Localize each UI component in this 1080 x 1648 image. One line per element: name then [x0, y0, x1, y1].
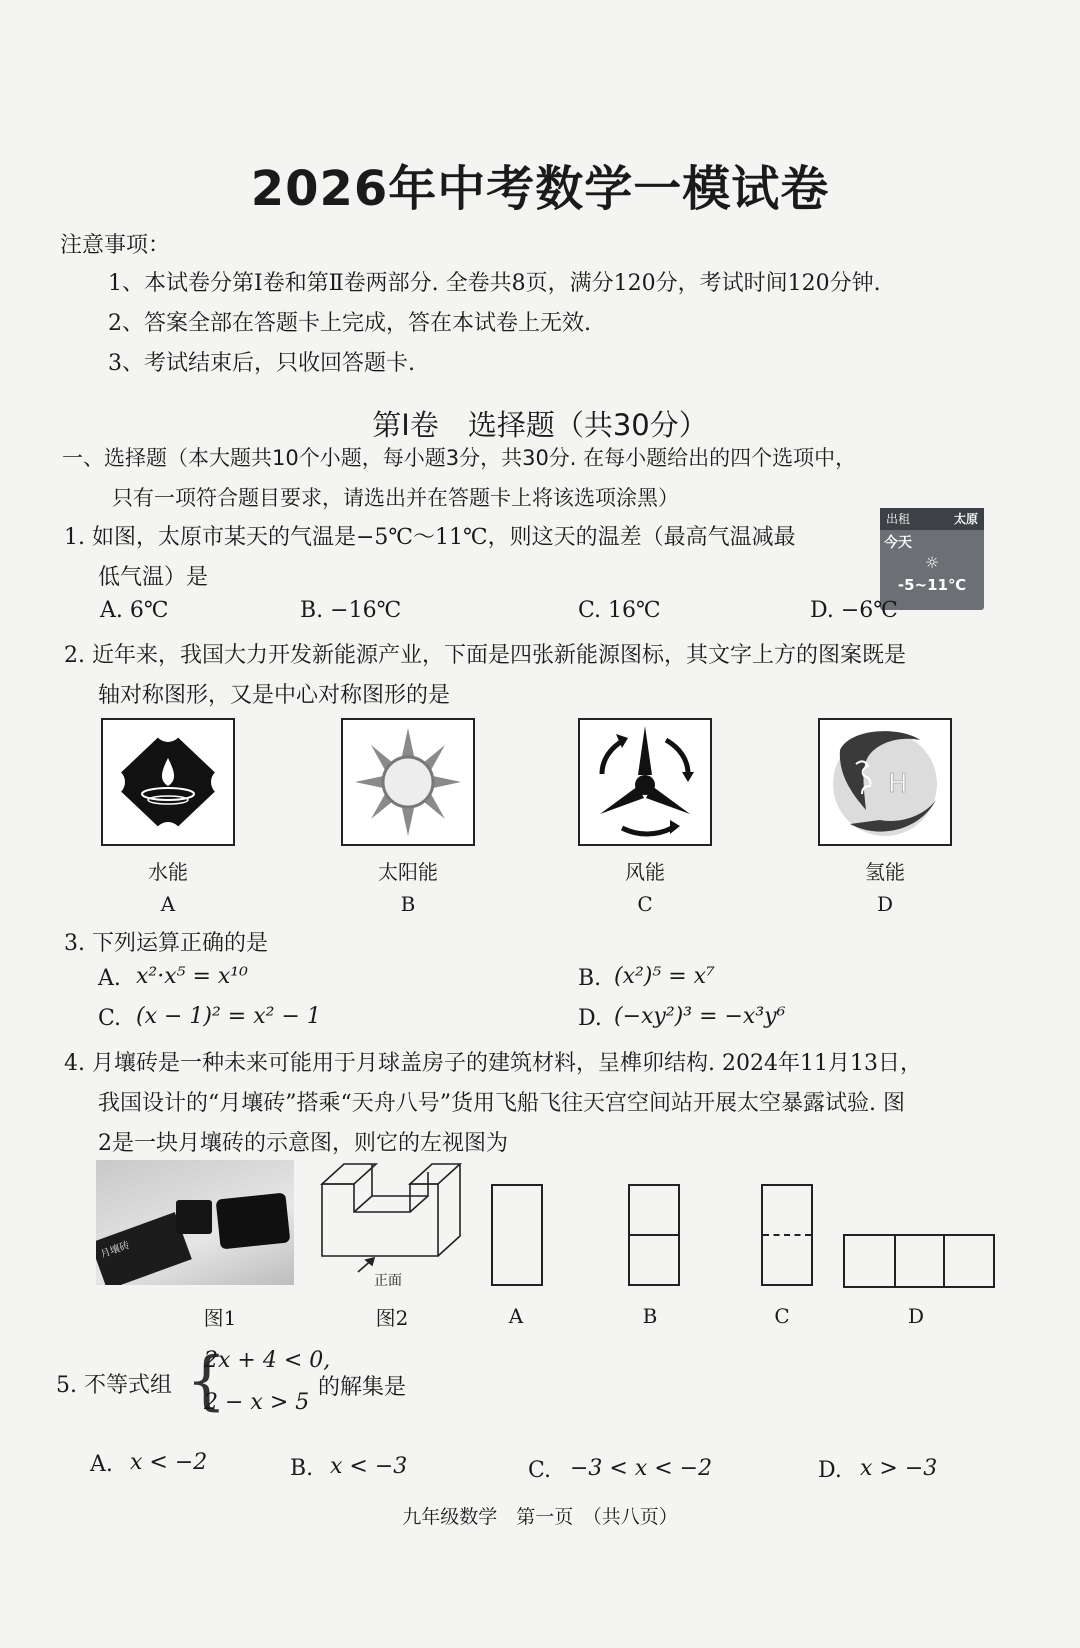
- q4-line1: 4. 月壤砖是一种未来可能用于月球盖房子的建筑材料，呈榫卯结构. 2024年11月13日，: [64, 1051, 922, 1076]
- notice-heading: 注意事项：: [60, 233, 171, 258]
- view-label-d: D: [907, 1304, 925, 1328]
- view-option-c: [761, 1184, 813, 1286]
- q5-expr-d: x > −3: [860, 1456, 938, 1481]
- wind-energy-icon: [578, 718, 712, 846]
- view-option-d: [843, 1234, 995, 1288]
- notice-item-1: 1、本试卷分第Ⅰ卷和第Ⅱ卷两部分. 全卷共8页，满分120分，考试时间120分钟.: [108, 271, 881, 296]
- q2-icon-name-c: 风能: [625, 860, 665, 884]
- q3-expr-c: (x − 1)² = x² − 1: [136, 1004, 321, 1029]
- weather-card: [880, 508, 984, 610]
- q2-icon-letter-c: C: [637, 892, 653, 916]
- weather-range: -5~11℃: [897, 576, 967, 594]
- brick-card: 月壤砖: [96, 1212, 192, 1285]
- notice-item-3: 3、考试结束后，只收回答题卡.: [108, 351, 415, 376]
- q5-expr-b: x < −3: [330, 1454, 408, 1479]
- q3-letter-a: A.: [98, 966, 121, 991]
- q3-letter-c: C.: [98, 1006, 122, 1031]
- view-label-c: C: [774, 1304, 790, 1328]
- q2-icon-name-d: 氢能: [865, 860, 905, 884]
- q2-icon-letter-b: B: [400, 892, 416, 916]
- q2-icon-name-a: 水能: [148, 860, 188, 884]
- q1-option-b: B. −16℃: [300, 598, 402, 623]
- q5-letter-a: A.: [90, 1452, 113, 1477]
- q4-line3: 2是一块月壤砖的示意图，则它的左视图为: [98, 1131, 508, 1156]
- notice-item-2: 2、答案全部在答题卡上完成，答在本试卷上无效.: [108, 311, 591, 336]
- small-brick: [176, 1200, 212, 1234]
- q4-line2: 我国设计的“月壤砖”搭乘“天舟八号”货用飞船飞往天宫空间站开展太空暴露试验. 图: [98, 1091, 905, 1116]
- page-title: 2026年中考数学一模试卷: [250, 161, 830, 217]
- view-label-b: B: [642, 1304, 658, 1328]
- view-option-b: [628, 1184, 680, 1286]
- fig2-label: 图2: [375, 1306, 409, 1330]
- q2-line1: 2. 近年来，我国大力开发新能源产业，下面是四张新能源图标，其文字上方的图案既是: [64, 643, 906, 668]
- moon-brick-photo: [96, 1160, 294, 1285]
- q5-eq2: 2 − x > 5: [204, 1390, 310, 1415]
- weather-app-label: 出租: [886, 512, 911, 526]
- fig1-label: 图1: [203, 1306, 237, 1330]
- q1-option-c: C. 16℃: [578, 598, 661, 623]
- view-option-a: [491, 1184, 543, 1286]
- q2-icon-letter-a: A: [160, 892, 176, 916]
- section-title: 第Ⅰ卷 选择题（共30分）: [372, 408, 708, 442]
- large-brick: [216, 1192, 291, 1249]
- weather-day: 今天: [884, 535, 912, 551]
- q3-stem: 3. 下列运算正确的是: [64, 931, 268, 956]
- solar-energy-icon: [341, 718, 475, 846]
- part-instruction-line1: 一、选择题（本大题共10个小题，每小题3分，共30分. 在每小题给出的四个选项中，: [62, 446, 857, 470]
- q1-line2: 低气温）是: [98, 565, 209, 590]
- part-instruction-line2: 只有一项符合题目要求，请选出并在答题卡上将该选项涂黑）: [112, 486, 679, 510]
- page-footer: 九年级数学 第一页 （共八页）: [402, 1506, 678, 1528]
- q1-option-d: D. −6℃: [810, 598, 898, 623]
- q1-line1: 1. 如图，太原市某天的气温是−5℃～11℃，则这天的温差（最高气温减最: [64, 525, 796, 550]
- q5-expr-c: −3 < x < −2: [570, 1456, 713, 1481]
- q5-expr-a: x < −2: [130, 1450, 208, 1475]
- q2-icon-name-b: 太阳能: [378, 860, 438, 884]
- view-label-a: A: [508, 1304, 524, 1328]
- water-energy-icon: [101, 718, 235, 846]
- q3-expr-d: (−xy²)³ = −x³y⁶: [614, 1004, 786, 1029]
- sun-icon: ☼: [924, 553, 940, 572]
- hydrogen-energy-icon: [818, 718, 952, 846]
- weather-city: 太原: [953, 512, 978, 526]
- hydrogen-mark: H: [888, 769, 908, 799]
- q2-icon-letter-d: D: [876, 892, 894, 916]
- q5-suffix: 的解集是: [318, 1375, 407, 1400]
- q3-letter-b: B.: [578, 966, 602, 991]
- q2-line2: 轴对称图形，又是中心对称图形的是: [98, 683, 451, 708]
- q5-eq1: 2x + 4 < 0,: [204, 1348, 331, 1373]
- q1-option-a: A. 6℃: [100, 598, 169, 623]
- front-label: 正面: [374, 1273, 402, 1289]
- q5-letter-c: C.: [528, 1458, 552, 1483]
- system-brace: {: [186, 1344, 227, 1418]
- q3-expr-b: (x²)⁵ = x⁷: [614, 964, 715, 989]
- q5-letter-d: D.: [818, 1458, 842, 1483]
- q5-letter-b: B.: [290, 1456, 314, 1481]
- q3-expr-a: x²·x⁵ = x¹⁰: [136, 964, 248, 989]
- q3-letter-d: D.: [578, 1006, 602, 1031]
- q5-prefix: 5. 不等式组: [56, 1373, 172, 1398]
